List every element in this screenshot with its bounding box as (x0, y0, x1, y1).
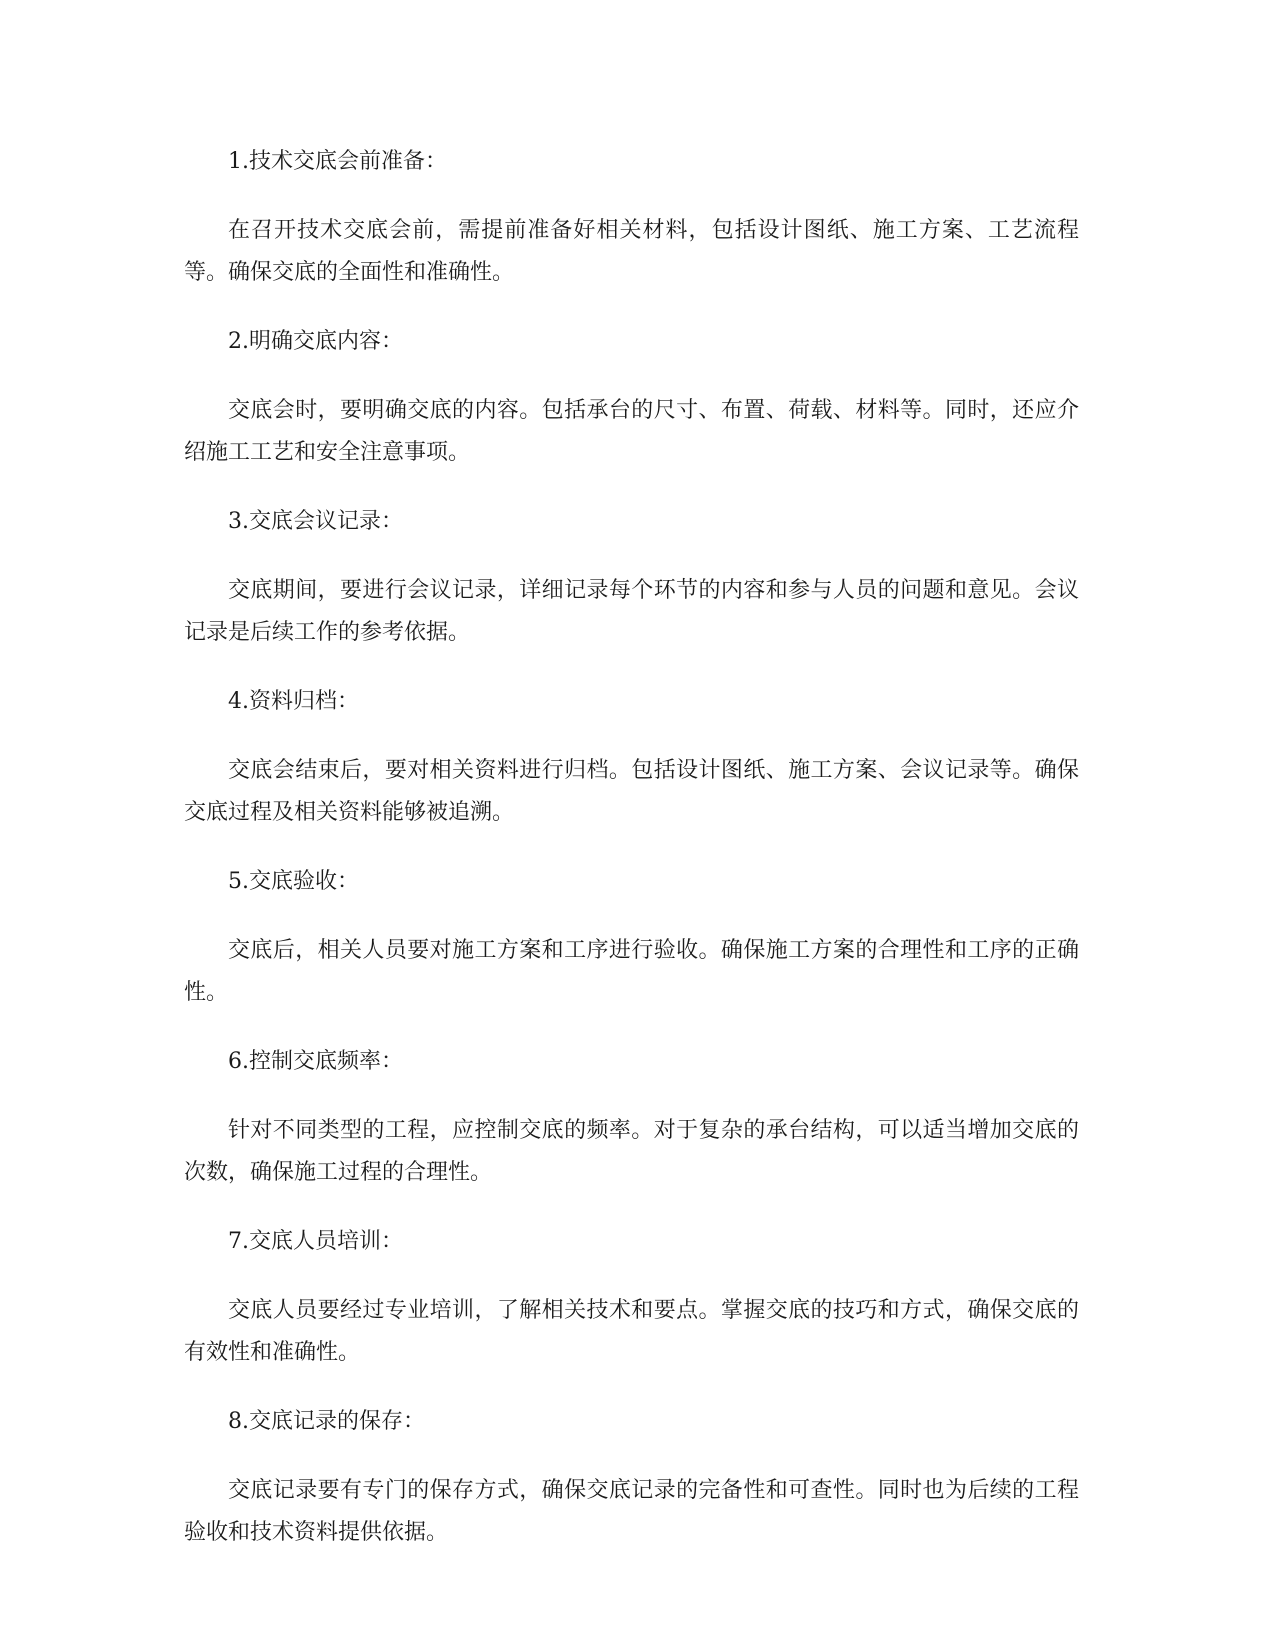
section-paragraph: 交底期间，要进行会议记录，详细记录每个环节的内容和参与人员的问题和意见。会议记录是后续工作的参考依据。 (184, 578, 1079, 645)
section-heading: 3.交底会议记录： (228, 509, 403, 534)
section-heading: 5.交底验收： (228, 869, 359, 894)
section-heading: 7.交底人员培训： (228, 1229, 403, 1254)
document-page (184, 142, 1079, 1582)
section-heading: 6.控制交底频率： (228, 1049, 403, 1074)
section-heading: 8.交底记录的保存： (228, 1409, 425, 1434)
section-paragraph: 交底人员要经过专业培训，了解相关技术和要点。掌握交底的技巧和方式，确保交底的有效性和准确性。 (184, 1298, 1079, 1365)
section-paragraph: 交底会结束后，要对相关资料进行归档。包括设计图纸、施工方案、会议记录等。确保交底过程及相关资料能够被追溯。 (184, 758, 1079, 825)
section-paragraph: 交底后，相关人员要对施工方案和工序进行验收。确保施工方案的合理性和工序的正确性。 (184, 938, 1079, 1005)
section-paragraph: 在召开技术交底会前，需提前准备好相关材料，包括设计图纸、施工方案、工艺流程等。确保交底的全面性和准确性。 (184, 218, 1079, 285)
section-heading: 2.明确交底内容： (228, 329, 403, 354)
section-heading: 1.技术交底会前准备： (228, 149, 447, 174)
section-paragraph: 交底记录要有专门的保存方式，确保交底记录的完备性和可查性。同时也为后续的工程验收和技术资料提供依据。 (184, 1478, 1079, 1545)
section-heading: 4.资料归档： (228, 689, 359, 714)
section-paragraph: 交底会时，要明确交底的内容。包括承台的尺寸、布置、荷载、材料等。同时，还应介绍施工工艺和安全注意事项。 (184, 398, 1079, 465)
section-paragraph: 针对不同类型的工程，应控制交底的频率。对于复杂的承台结构，可以适当增加交底的次数，确保施工过程的合理性。 (184, 1118, 1079, 1185)
